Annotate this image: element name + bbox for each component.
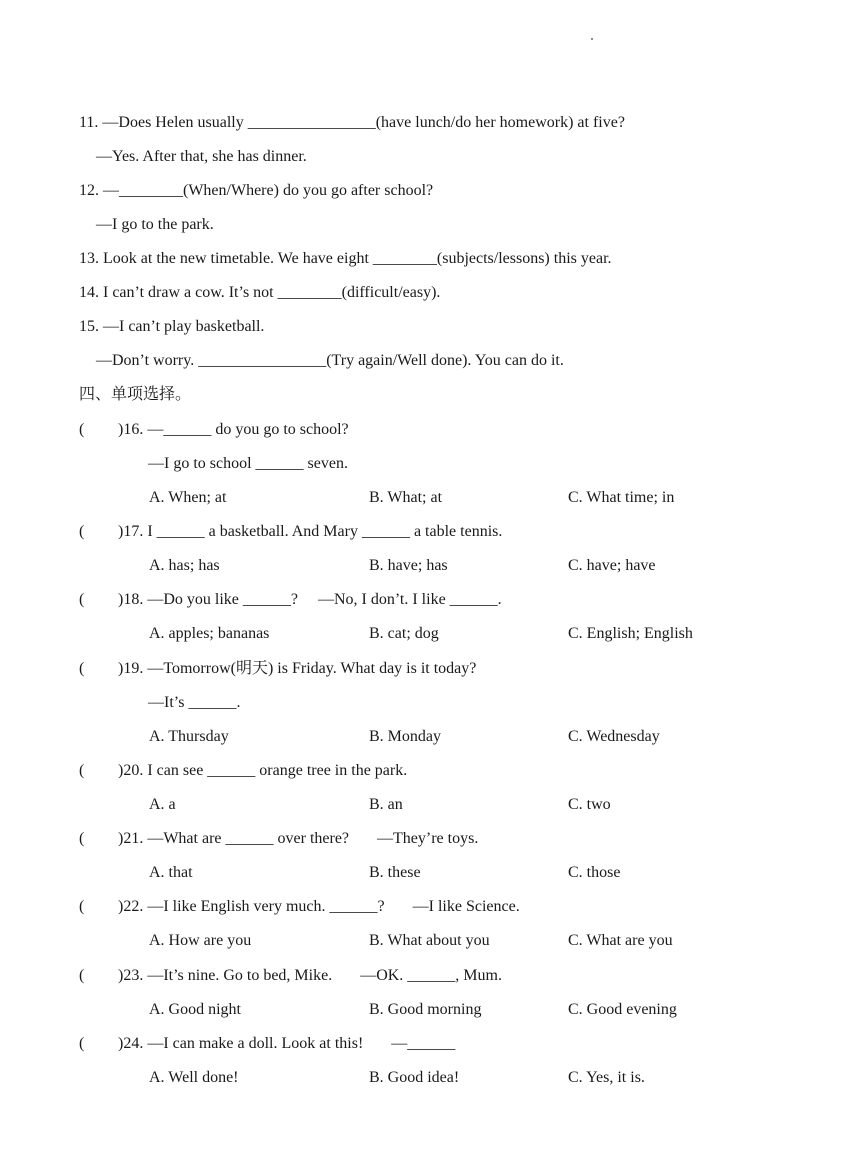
q22-answer-paren: (	[79, 898, 85, 915]
page-speck	[591, 38, 593, 40]
section-4-heading: 四、单项选择。	[79, 386, 192, 403]
question-14: 14. I can’t draw a cow. It’s not ________(difficult/easy).	[79, 284, 441, 301]
q23-option-a: A. Good night	[149, 1001, 241, 1018]
q19-option-c: C. Wednesday	[568, 728, 660, 745]
q24-question: )24. —I can make a doll. Look at this! —______	[118, 1035, 456, 1052]
q21-answer-paren: (	[79, 830, 85, 847]
q17-option-c: C. have; have	[568, 557, 656, 574]
q20-option-a: A. a	[149, 796, 176, 813]
question-13: 13. Look at the new timetable. We have eight ________(subjects/lessons) this year.	[79, 250, 612, 267]
q24-option-c: C. Yes, it is.	[568, 1069, 645, 1086]
q18-option-a: A. apples; bananas	[149, 625, 270, 642]
q21-question: )21. —What are ______ over there? —They’re toys.	[118, 830, 479, 847]
q22-option-b: B. What about you	[369, 932, 490, 949]
q20-answer-paren: (	[79, 762, 85, 779]
question-11-answer: —Yes. After that, she has dinner.	[96, 148, 307, 165]
question-15-line-1: 15. —I can’t play basketball.	[79, 318, 265, 335]
q19-answer-paren: (	[79, 660, 85, 677]
q17-question: )17. I ______ a basketball. And Mary ______ a table tennis.	[118, 523, 503, 540]
q21-option-b: B. these	[369, 864, 421, 881]
q24-option-a: A. Well done!	[149, 1069, 239, 1086]
q17-option-a: A. has; has	[149, 557, 220, 574]
q20-option-c: C. two	[568, 796, 611, 813]
q24-answer-paren: (	[79, 1035, 85, 1052]
q21-option-a: A. that	[149, 864, 193, 881]
q17-answer-paren: (	[79, 523, 85, 540]
q23-option-b: B. Good morning	[369, 1001, 482, 1018]
q23-question: )23. —It’s nine. Go to bed, Mike. —OK. ______, Mum.	[118, 967, 502, 984]
q22-option-c: C. What are you	[568, 932, 673, 949]
q23-option-c: C. Good evening	[568, 1001, 677, 1018]
q22-question: )22. —I like English very much. ______? —I like Science.	[118, 898, 520, 915]
q19-option-b: B. Monday	[369, 728, 441, 745]
question-12-line-1: 12. —________(When/Where) do you go after school?	[79, 182, 434, 199]
q19-question-line-2: —It’s ______.	[148, 694, 241, 711]
q24-option-b: B. Good idea!	[369, 1069, 460, 1086]
q18-answer-paren: (	[79, 591, 85, 608]
question-12-answer: —I go to the park.	[96, 216, 214, 233]
q19-option-a: A. Thursday	[149, 728, 229, 745]
q19-question: )19. —Tomorrow(明天) is Friday. What day is it today?	[118, 660, 477, 677]
question-11-line-1: 11. —Does Helen usually ________________(have lunch/do her homework) at five?	[79, 114, 625, 131]
q17-option-b: B. have; has	[369, 557, 448, 574]
q20-option-b: B. an	[369, 796, 403, 813]
q16-option-a: A. When; at	[149, 489, 227, 506]
q22-option-a: A. How are you	[149, 932, 252, 949]
q21-option-c: C. those	[568, 864, 621, 881]
question-15-answer: —Don’t worry. ________________(Try again/Well done). You can do it.	[96, 352, 564, 369]
q18-option-c: C. English; English	[568, 625, 693, 642]
q16-question: )16. —______ do you go to school?	[118, 421, 349, 438]
q18-option-b: B. cat; dog	[369, 625, 439, 642]
q16-option-b: B. What; at	[369, 489, 443, 506]
q20-question: )20. I can see ______ orange tree in the park.	[118, 762, 408, 779]
q16-answer-paren: (	[79, 421, 85, 438]
q23-answer-paren: (	[79, 967, 85, 984]
q16-question-line-2: —I go to school ______ seven.	[148, 455, 348, 472]
q16-option-c: C. What time; in	[568, 489, 675, 506]
q18-question: )18. —Do you like ______? —No, I don’t. I like ______.	[118, 591, 502, 608]
